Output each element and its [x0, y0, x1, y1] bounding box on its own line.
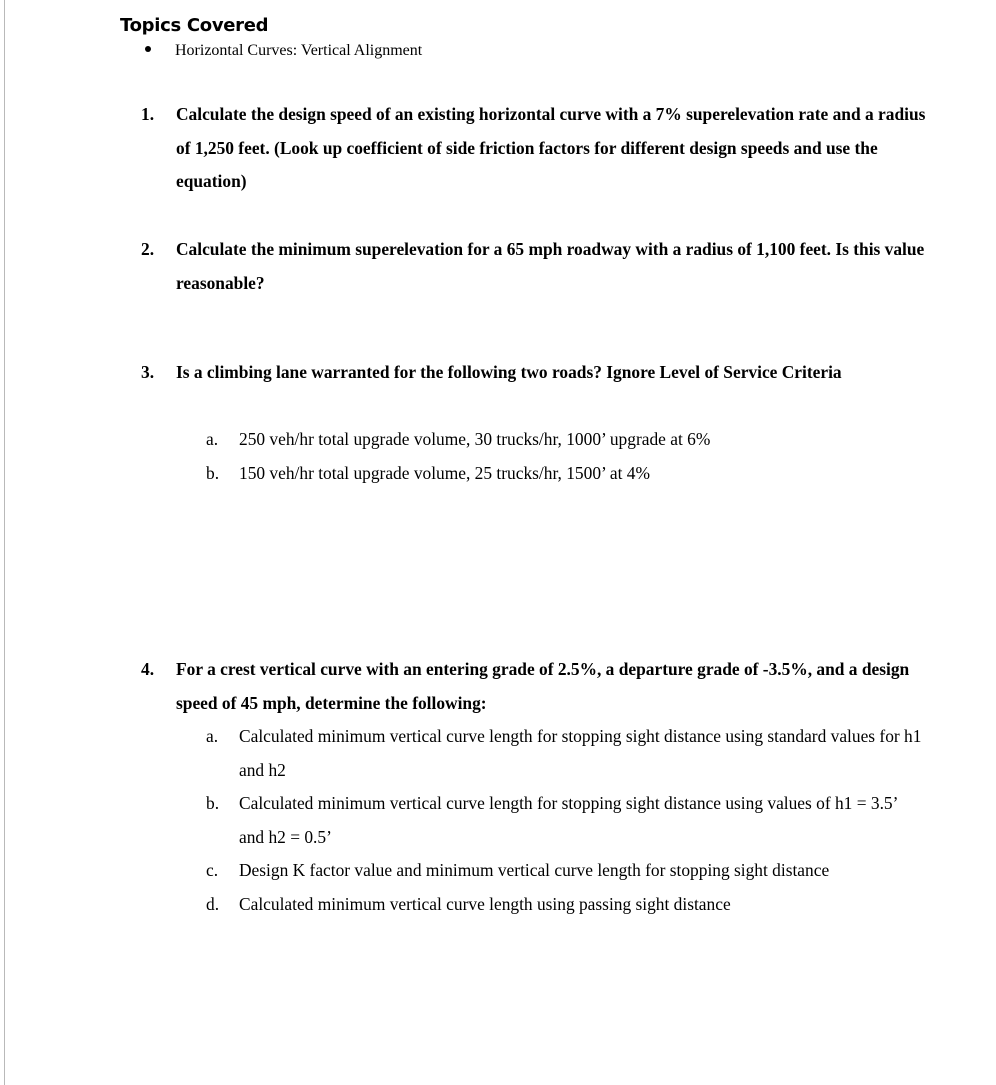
part-letter: c. — [206, 860, 219, 880]
part-text: Calculated minimum vertical curve length for stopping sight distance using standard values for h1 and h2 — [239, 726, 922, 780]
question-text: Calculate the minimum superelevation for a 65 mph roadway with a radius of 1,100 feet. Is this value reasonable? — [176, 239, 925, 293]
topic-bullet-item — [145, 42, 422, 60]
part-text: Design K factor value and minimum vertical curve length for stopping sight distance — [239, 860, 830, 880]
question-number: 3. — [141, 362, 155, 382]
part-letter: d. — [206, 894, 220, 914]
question-4-part-a — [206, 720, 926, 787]
question-number: 2. — [141, 239, 155, 259]
bullet-icon — [145, 46, 151, 52]
part-letter: b. — [206, 463, 220, 483]
question-3-part-a — [206, 423, 926, 457]
question-number: 1. — [141, 104, 155, 124]
question-3-part-b — [206, 457, 926, 491]
part-text: Calculated minimum vertical curve length using passing sight distance — [239, 894, 731, 914]
page-edge-rule — [4, 0, 5, 1085]
question-text: Calculate the design speed of an existing horizontal curve with a 7% superelevation rate and a radius of 1,250 feet. (Look up coefficient of side friction factors for different design speeds and use the equation) — [176, 104, 926, 191]
question-4-part-b — [206, 787, 926, 854]
part-text: 150 veh/hr total upgrade volume, 25 trucks/hr, 1500’ at 4% — [239, 463, 650, 483]
question-4-part-d — [206, 888, 926, 922]
part-letter: a. — [206, 726, 219, 746]
question-text: Is a climbing lane warranted for the following two roads? Ignore Level of Service Criteria — [176, 362, 842, 382]
part-text: Calculated minimum vertical curve length for stopping sight distance using values of h1 = 3.5’ and h2 = 0.5’ — [239, 793, 898, 847]
topics-heading: Topics Covered — [120, 15, 269, 36]
question-2 — [141, 233, 931, 300]
question-1 — [141, 98, 931, 199]
part-text: 250 veh/hr total upgrade volume, 30 trucks/hr, 1000’ upgrade at 6% — [239, 429, 711, 449]
question-4 — [141, 653, 931, 720]
question-text: For a crest vertical curve with an entering grade of 2.5%, a departure grade of -3.5%, and a design speed of 45 mph, determine the following: — [176, 659, 910, 713]
question-4-part-c — [206, 854, 926, 888]
part-letter: a. — [206, 429, 219, 449]
question-3 — [141, 356, 931, 390]
topic-text: Horizontal Curves: Vertical Alignment — [175, 42, 423, 59]
part-letter: b. — [206, 793, 220, 813]
question-number: 4. — [141, 659, 155, 679]
